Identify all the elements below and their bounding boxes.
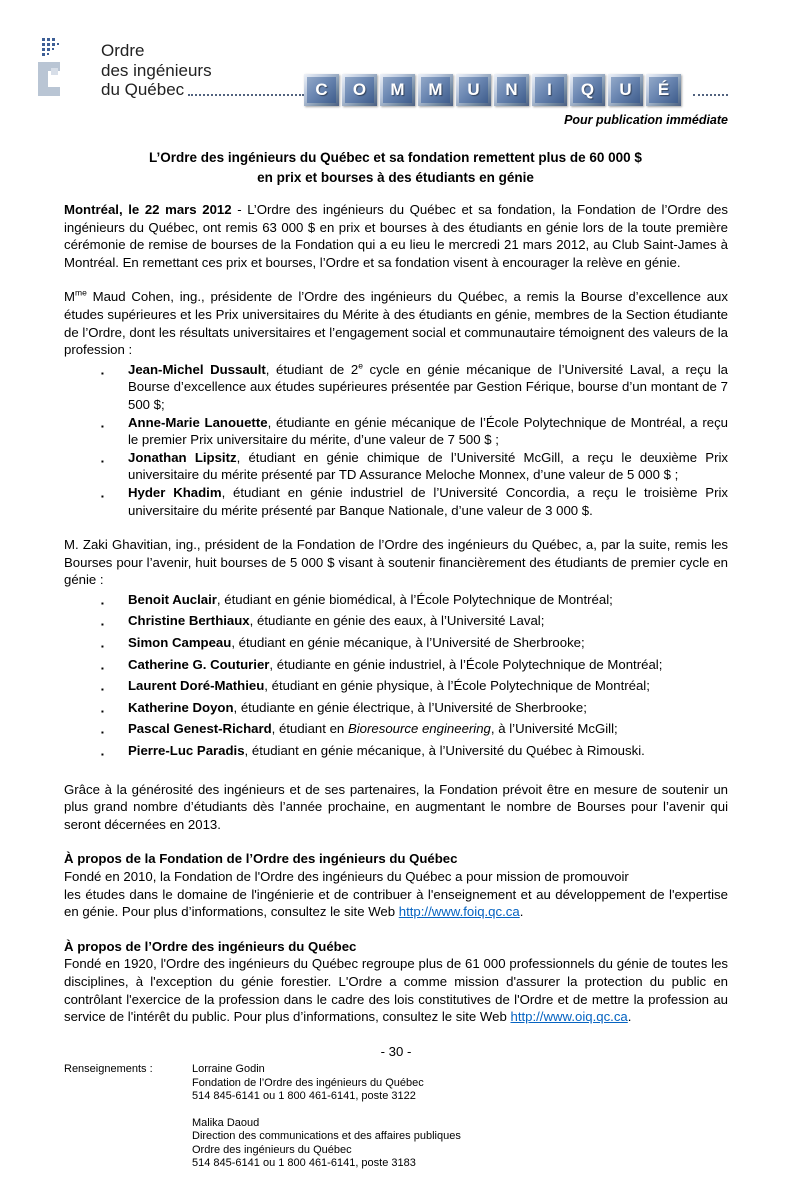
communique-letter-tile [532,74,567,106]
bullet-icon: ▪ [101,642,104,652]
list-item-text [128,656,728,678]
bullet-icon: ▪ [101,368,104,378]
communique-letter: N [497,77,526,103]
list-item-text [128,591,728,613]
text-run: , étudiant en génie mécanique, à l’Université du Québec à Rimouski. [244,743,645,759]
text-run: Hyder Khadim [128,484,222,500]
text-run: Montréal, le 22 mars 2012 [64,202,232,217]
list-item-text [128,449,728,484]
text-run: Catherine G. Couturier [128,656,270,672]
text-run: Maud Cohen, ing., présidente de l’Ordre des ingénieurs du Québec, a remis la Bourse d’excellence aux études supérieures et les Prix universitaires du Mérite à des étudiants en génie, membres de la Section étudiante de l’Ordre, dont les résultats universitaires et l’engagement social et communautaire témoignent des valeurs de la profession : [64,289,728,358]
text-run: , étudiant en génie physique, à l’École Polytechnique de Montréal; [264,678,650,694]
bullet-icon: ▪ [101,620,104,630]
title-line-2: en prix et bourses à des étudiants en génie [257,170,534,185]
contact-block [192,1063,461,1104]
contact-line: 514 845-6141 ou 1 800 461-6141, poste 3122 [192,1090,416,1103]
list-item-text [128,720,728,742]
text-run: , à l’Université McGill; [490,721,618,737]
communique-banner [304,74,681,106]
text-run: , étudiant en génie mécanique, à l’Université de Sherbrooke; [231,635,585,651]
contact-line: Direction des communications et des affaires publiques [192,1130,461,1143]
list-item [101,699,728,721]
contact-line: Lorraine Godin [192,1063,265,1076]
bullet-icon: ▪ [101,685,104,695]
logo-wordmark [101,41,212,100]
list-item-text [128,742,728,764]
contacts-section [64,1063,728,1184]
list-item [101,612,728,634]
list-item [101,656,728,678]
text-run: , étudiante en génie des eaux, à l’Université Laval; [249,613,545,629]
list-item [101,484,728,519]
communique-letter: I [535,77,564,103]
list-item [101,449,728,484]
communique-letter-tile [608,74,643,106]
text-run: , étudiant en [271,721,348,737]
text-run: . [519,904,524,920]
bullet-icon: ▪ [101,728,104,738]
about-ordre-heading: À propos de l’Ordre des ingénieurs du Québec [64,938,357,954]
contact-line: 514 845-6141 ou 1 800 461-6141, poste 3183 [192,1157,416,1170]
text-run: - L’Ordre des ingénieurs du Québec et sa fondation, la Fondation de l’Ordre des ingénieurs du Québec, ont remis 63 000 $ en prix et bourses à des étudiants en génie lors de la toute première cérémonie de remise de bourses de la Fondation qui a eu lieu le mercredi 21 mars 2012, au Club Saint-James à Montréal. En remettant ces prix et bourses, l’Ordre et sa fondation visent à encourager la relève en génie. [64,202,728,270]
text-run: , étudiante en génie mécanique de l’École Polytechnique de Montréal, a reçu le premier Prix universitaire du mérite, d’une valeur de 7 500 $ ; [128,414,729,448]
list-item [101,414,728,449]
logo-line-1: Ordre [101,41,145,60]
paragraph-cohen [64,288,728,358]
paragraph-outlook [64,781,728,834]
communique-letter-tile [570,74,605,106]
communique-letter: U [459,77,488,103]
text-run: Benoit Auclair [128,591,217,607]
text-run: Christine Berthiaux [128,613,250,629]
oiq-logo-icon [34,38,92,100]
communique-letter: O [345,77,374,103]
communique-letter-tile [494,74,529,106]
press-release-body [64,201,728,1184]
paragraph-lead [64,201,728,271]
communique-letter-tile [342,74,377,106]
text-run: Jean-Michel Dussault [128,361,266,377]
awards-list-2 [101,591,728,764]
bullet-icon: ▪ [101,456,104,466]
list-item-text [128,634,728,656]
text-run: Fondé en 2010, la Fondation de l'Ordre des ingénieurs du Québec a pour mission de promouvoir [64,869,629,884]
press-release-header [0,0,791,145]
publication-note: Pour publication immédiate [564,113,728,127]
press-release-title [64,148,727,188]
communique-letter-tile [304,74,339,106]
list-item-text [128,677,728,699]
text-run: , étudiant en génie biomédical, à l’École Polytechnique de Montréal; [216,591,613,607]
text-run: cycle en génie mécanique de l’Université Laval, a reçu la Bourse d’excellence aux études supérieures présentée par Gestion Férique, bourse d’un montant de 7 500 $; [128,361,729,412]
paragraph-ghavitian [64,536,728,589]
contacts-details [192,1063,461,1184]
about-ordre-body [64,955,728,1025]
text-run: les études dans le domaine de l'ingénierie et de contribuer à l'enseignement et au développement de l'expertise en génie. Pour plus d’informations, consultez le site Web [64,886,728,920]
about-fondation-heading: À propos de la Fondation de l’Ordre des ingénieurs du Québec [64,851,458,867]
text-run: . [627,1009,632,1025]
text-run: Pierre-Luc Paradis [128,743,245,759]
bullet-icon: ▪ [101,706,104,716]
communique-letter: Q [573,77,602,103]
list-item [101,634,728,656]
about-fondation-body [64,868,728,921]
communique-letter-tile [418,74,453,106]
logo-line-3: du Québec [101,80,185,99]
contact-line: Malika Daoud [192,1116,260,1129]
communique-letter: M [383,77,412,103]
list-item-text [128,414,728,449]
text-run: me [75,287,87,298]
bullet-icon: ▪ [101,421,104,431]
dotted-leader-right [693,94,728,96]
list-item [101,742,728,764]
bullet-icon: ▪ [101,598,104,608]
communique-letter-tile [380,74,415,106]
contacts-label: Renseignements : [64,1063,153,1076]
list-item [101,361,728,414]
contact-line: Fondation de l’Ordre des ingénieurs du Québec [192,1076,424,1089]
text-run: Grâce à la générosité des ingénieurs et de ses partenaires, la Fondation prévoit être en mesure de soutenir un plus grand nombre d’étudiants dès l’année prochaine, en augmentant le nombre de Bourses pour l’avenir qui seront décernées en 2013. [64,781,728,832]
text-run: Anne-Marie Lanouette [128,414,268,430]
contact-line: Ordre des ingénieurs du Québec [192,1143,352,1156]
bullet-icon: ▪ [101,491,104,501]
awards-list-1 [101,361,728,519]
list-item [101,591,728,613]
text-run: M. Zaki Ghavitian, ing., président de la Fondation de l’Ordre des ingénieurs du Québec, a, par la suite, remis les Bourses pour l’avenir, huit bourses de 5 000 $ visant à soutenir financièrement des étudiants de premier cycle en génie : [64,537,728,588]
text-run: , étudiant en génie industriel de l’Université Concordia, a reçu le troisième Prix universitaire du mérite présenté par Banque Nationale, d’une valeur de 3 000 $. [128,484,728,518]
text-run: , étudiant de 2 [265,361,359,377]
end-marker: - 30 - [380,1043,412,1059]
text-run: , étudiant en génie chimique de l’Université McGill, a reçu le deuxième Prix universitaire du mérite présenté par TD Assurance Meloche Monnex, d’une valeur de 5 000 $ ; [128,449,728,483]
communique-letter: M [421,77,450,103]
list-item-text [128,699,728,721]
communique-letter-tile [456,74,491,106]
hyperlink[interactable]: http://www.foiq.qc.ca [398,904,520,920]
bullet-icon: ▪ [101,663,104,673]
list-item-text [128,612,728,634]
text-run: , étudiante en génie industriel, à l’École Polytechnique de Montréal; [269,656,663,672]
communique-letter-tile [646,74,681,106]
text-run: Laurent Doré-Mathieu [128,678,265,694]
text-run: M [64,289,75,305]
list-item-text [128,361,728,414]
text-run: Bioresource engineering [347,721,491,737]
dotted-leader-left [188,94,304,96]
communique-letter: C [307,77,336,103]
text-run: Pascal Genest-Richard [128,721,272,737]
list-item [101,720,728,742]
text-run: e [358,360,363,371]
list-item [101,677,728,699]
text-run: Katherine Doyon [128,699,234,715]
contact-block [192,1117,461,1171]
communique-letter: É [649,77,678,103]
title-line-1: L’Ordre des ingénieurs du Québec et sa fondation remettent plus de 60 000 $ [149,150,642,165]
communique-letter: U [611,77,640,103]
text-run: Fondé en 1920, l'Ordre des ingénieurs du Québec regroupe plus de 61 000 professionnels du génie de toutes les disciplines, à l'exception du génie forestier. L'Ordre a comme mission d'assurer la protection du public en contrôlant l'exercice de la profession dans le cadre des lois constitutives de l'Ordre et de mettre la profession au service de l'intérêt du public. Pour plus d’informations, consultez le site Web [64,956,728,1025]
logo-line-2: des ingénieurs [101,60,212,80]
list-item-text [128,484,728,519]
text-run: Jonathan Lipsitz [128,449,237,465]
hyperlink[interactable]: http://www.oiq.qc.ca [510,1009,628,1025]
bullet-icon: ▪ [101,750,104,760]
text-run: Simon Campeau [128,635,232,651]
text-run: , étudiante en génie électrique, à l’Université de Sherbrooke; [233,699,587,715]
